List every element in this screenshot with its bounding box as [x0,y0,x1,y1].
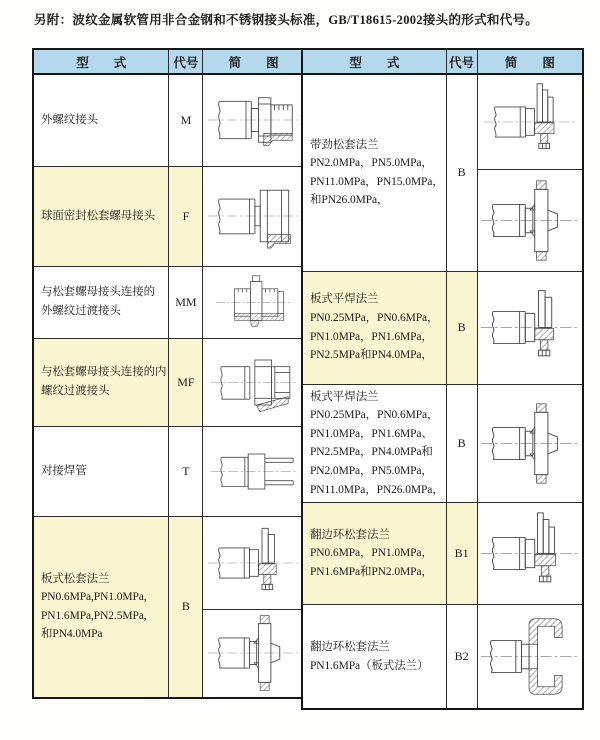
butt-weld-icon [208,434,300,509]
row-female-transition-joint [33,338,305,426]
type-cell: 与松套螺母接头连接的 外螺纹过渡接头 [33,266,169,338]
code-cell: MM [169,266,203,338]
col-header-type: 型 式 [302,49,446,74]
code-cell: B [446,74,477,271]
diagram-cell [203,609,305,698]
row-flanged-ring-loose-flange-b1 [302,503,583,605]
hub-flange-icon [478,178,582,263]
diagram-cell [203,338,305,426]
code-cell: T [169,426,203,516]
row-necked-loose-flange [302,74,583,169]
col-header-code: 代号 [446,49,477,74]
code-cell: F [169,166,203,266]
code-cell: B [446,271,477,384]
diagram-cell [203,516,305,609]
code-cell: B [169,516,203,698]
type-cell: 板式松套法兰 PN0.6MPa,PN1.0MPa, PN1.6MPa,PN2.5MPa, 和PN4.0MPa [33,516,169,698]
diagram-cell [203,74,305,166]
type-cell: 翻边环松套法兰 PN0.6MPa，PN1.0MPa， PN1.6MPa和PN2.0MPa， [302,503,446,605]
hub-flange-icon [478,401,582,486]
tall-plate-flange-icon [478,511,582,596]
row-external-thread-joint [33,74,305,166]
code-cell: B1 [446,503,477,605]
type-cell: 对接焊管 [33,426,169,516]
page-title: 另附：波纹金属软管用非合金钢和不锈钢接头标准，GB/T18615-2002接头的形式和代号。 [34,13,539,27]
male-female-icon [208,345,300,420]
type-cell: 球面密封松套螺母接头 [33,166,169,266]
lap-flange-icon [478,614,582,699]
diagram-cell [477,74,583,169]
col-header-diagram: 简 图 [203,49,305,74]
row-butt-weld-pipe [33,426,305,516]
row-plate-weld-flange-2 [302,384,583,503]
code-cell: B2 [446,605,477,709]
double-male-icon [214,270,294,335]
plate-flange-icon [478,285,582,370]
joint-table-left [32,48,306,699]
joint-table-right [301,48,584,710]
diagram-cell [477,384,583,503]
male-thread-icon [205,80,303,160]
diagram-cell [477,605,583,709]
diagram-cell [477,503,583,605]
type-cell: 带劲松套法兰 PN2.0MPa，PN5.0MPa， PN11.0MPa，PN15.0MPa， 和PN26.0MPa， [302,74,446,271]
code-cell: B [446,384,477,503]
plate-flange-icon [205,523,303,603]
row-male-transition-joint [33,266,305,338]
diagram-cell [203,266,305,338]
col-header-code: 代号 [169,49,203,74]
diagram-cell [203,166,305,266]
diagram-cell [477,169,583,271]
nut-joint-icon [205,176,303,256]
row-plate-weld-flange-1 [302,271,583,384]
type-cell: 板式平焊法兰 PN0.25MPa，PN0.6MPa， PN1.0MPa，PN1.6MPa、 PN2.5MPa，PN4.0MPa和 PN2.0MPa，PN5.0MPa， PN11.0MPa，PN26.0MPa， [302,384,446,503]
type-cell: 板式平焊法兰 PN0.25MPa，PN0.6MPa， PN1.0MPa，PN1.6MPa， PN2.5MPa和PN4.0MPa， [302,271,446,384]
row-plate-loose-flange [33,516,305,609]
diagram-cell [477,271,583,384]
row-flanged-ring-loose-flange-b2 [302,605,583,709]
type-cell: 与松套螺母接头连接的内 螺纹过渡接头 [33,338,169,426]
col-header-type: 型 式 [33,49,169,74]
diagram-cell [203,426,305,516]
hub-flange-icon [205,613,303,693]
code-cell: M [169,74,203,166]
tall-plate-flange-icon [481,82,579,162]
header-row [302,49,583,74]
type-cell: 外螺纹接头 [33,74,169,166]
code-cell: MF [169,338,203,426]
row-sphere-seal-nut-joint [33,166,305,266]
header-row [33,49,305,74]
type-cell: 翻边环松套法兰 PN1.6MPa（板式法兰） [302,605,446,709]
col-header-diagram: 简 图 [477,49,583,74]
